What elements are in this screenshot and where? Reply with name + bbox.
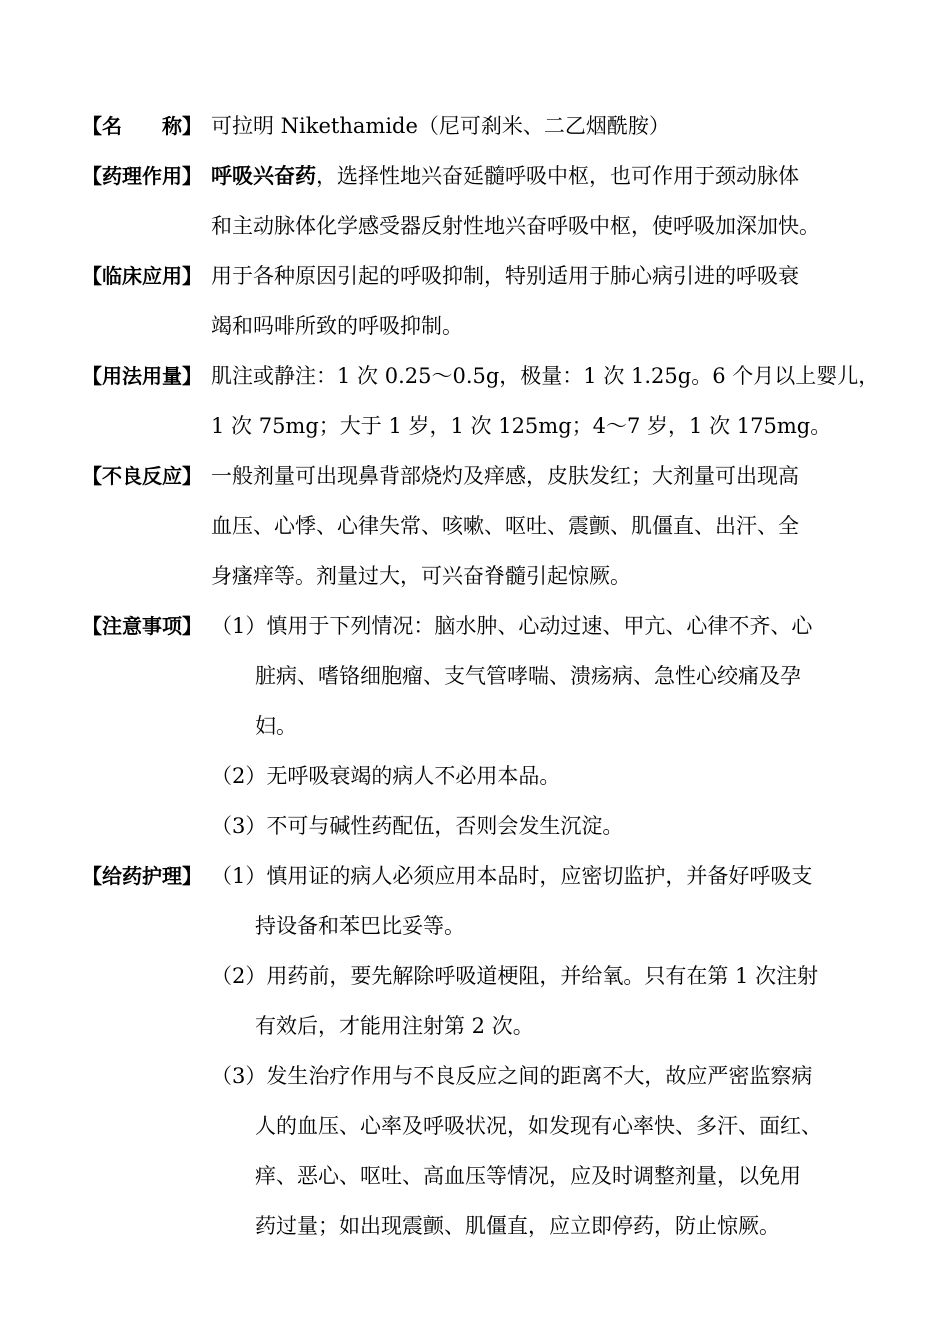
section-adverse-reactions-label: 【不良反应】 bbox=[82, 464, 202, 488]
precautions-item2: （2）无呼吸衰竭的病人不必用本品。 bbox=[211, 764, 561, 788]
section-clinical-use-label: 【临床应用】 bbox=[82, 264, 202, 288]
section-nursing-cont1 bbox=[0, 901, 950, 951]
nursing-item3-line1: （3）发生治疗作用与不良反应之间的距离不大，故应严密监察病 bbox=[211, 1064, 813, 1088]
nursing-item2-line2: 有效后，才能用注射第 2 次。 bbox=[255, 1014, 534, 1038]
section-pharmacology-cont bbox=[0, 201, 950, 251]
precautions-item3: （3）不可与碱性药配伍，否则会发生沉淀。 bbox=[211, 814, 624, 838]
section-precautions-label: 【注意事项】 bbox=[82, 614, 202, 638]
pharmacology-line1-rest: ，选择性地兴奋延髓呼吸中枢，也可作用于颈动脉体 bbox=[316, 164, 799, 188]
section-pharmacology-line2: 和主动脉体化学感受器反射性地兴奋呼吸中枢，使呼吸加深加快。 bbox=[211, 214, 820, 238]
section-adverse-reactions-cont1 bbox=[0, 501, 950, 551]
precautions-item1-line2: 脏病、嗜铬细胞瘤、支气管哮喘、溃疡病、急性心绞痛及孕 bbox=[255, 664, 801, 688]
section-adverse-reactions-line2: 血压、心悸、心律失常、咳嗽、呕吐、震颤、肌僵直、出汗、全 bbox=[211, 514, 799, 538]
nursing-item1-line2: 持设备和苯巴比妥等。 bbox=[255, 914, 465, 938]
section-adverse-reactions-cont2 bbox=[0, 551, 950, 601]
section-nursing bbox=[0, 851, 950, 901]
section-name-label-left: 【名 bbox=[82, 114, 122, 138]
section-clinical-use-line2: 竭和吗啡所致的呼吸抑制。 bbox=[211, 314, 463, 338]
section-nursing-item2 bbox=[0, 951, 950, 1001]
section-precautions-cont2 bbox=[0, 701, 950, 751]
section-name-text: 可拉明 Nikethamide（尼可刹米、二乙烟酰胺） bbox=[211, 114, 670, 138]
nursing-item3-line4: 药过量；如出现震颤、肌僵直，应立即停药，防止惊厥。 bbox=[255, 1214, 780, 1238]
section-clinical-use-line1: 用于各种原因引起的呼吸抑制，特别适用于肺心病引进的呼吸衰 bbox=[211, 264, 799, 288]
precautions-item1-line3: 妇。 bbox=[255, 714, 297, 738]
nursing-item1-line1: （1）慎用证的病人必须应用本品时，应密切监护，并备好呼吸支 bbox=[211, 864, 813, 888]
section-pharmacology bbox=[0, 151, 950, 201]
section-name-label-right: 称】 bbox=[162, 114, 202, 138]
nursing-item3-line2: 人的血压、心率及呼吸状况，如发现有心率快、多汗、面红、 bbox=[255, 1114, 822, 1138]
section-dosage bbox=[0, 351, 950, 401]
section-adverse-reactions-line1: 一般剂量可出现鼻背部烧灼及痒感，皮肤发红；大剂量可出现高 bbox=[211, 464, 799, 488]
section-adverse-reactions bbox=[0, 451, 950, 501]
section-nursing-item2-cont bbox=[0, 1001, 950, 1051]
section-pharmacology-line1 bbox=[211, 151, 799, 201]
section-precautions bbox=[0, 601, 950, 651]
section-precautions-item3 bbox=[0, 801, 950, 851]
section-nursing-item3-cont3 bbox=[0, 1201, 950, 1251]
section-dosage-cont bbox=[0, 401, 950, 451]
section-dosage-line1: 肌注或静注：1 次 0.25～0.5g，极量：1 次 1.25g。6 个月以上婴儿， bbox=[211, 364, 880, 388]
precautions-item1-line1: （1）慎用于下列情况：脑水肿、心动过速、甲亢、心律不齐、心 bbox=[211, 614, 813, 638]
section-nursing-item3-cont1 bbox=[0, 1101, 950, 1151]
section-name bbox=[0, 101, 950, 151]
section-pharmacology-label: 【药理作用】 bbox=[82, 164, 202, 188]
section-clinical-use bbox=[0, 251, 950, 301]
pharmacology-emphasis: 呼吸兴奋药 bbox=[211, 164, 316, 188]
section-nursing-item3 bbox=[0, 1051, 950, 1101]
section-dosage-label: 【用法用量】 bbox=[82, 364, 202, 388]
section-name-label bbox=[82, 101, 212, 151]
section-nursing-item3-cont2 bbox=[0, 1151, 950, 1201]
section-nursing-label: 【给药护理】 bbox=[82, 864, 202, 888]
section-adverse-reactions-line3: 身瘙痒等。剂量过大，可兴奋脊髓引起惊厥。 bbox=[211, 564, 631, 588]
nursing-item2-line1: （2）用药前，要先解除呼吸道梗阻，并给氧。只有在第 1 次注射 bbox=[211, 964, 819, 988]
section-precautions-item2 bbox=[0, 751, 950, 801]
section-precautions-cont1 bbox=[0, 651, 950, 701]
section-dosage-line2: 1 次 75mg；大于 1 岁，1 次 125mg；4～7 岁，1 次 175mg。 bbox=[211, 414, 832, 438]
section-clinical-use-cont bbox=[0, 301, 950, 351]
nursing-item3-line3: 痒、恶心、呕吐、高血压等情况，应及时调整剂量，以免用 bbox=[255, 1164, 801, 1188]
